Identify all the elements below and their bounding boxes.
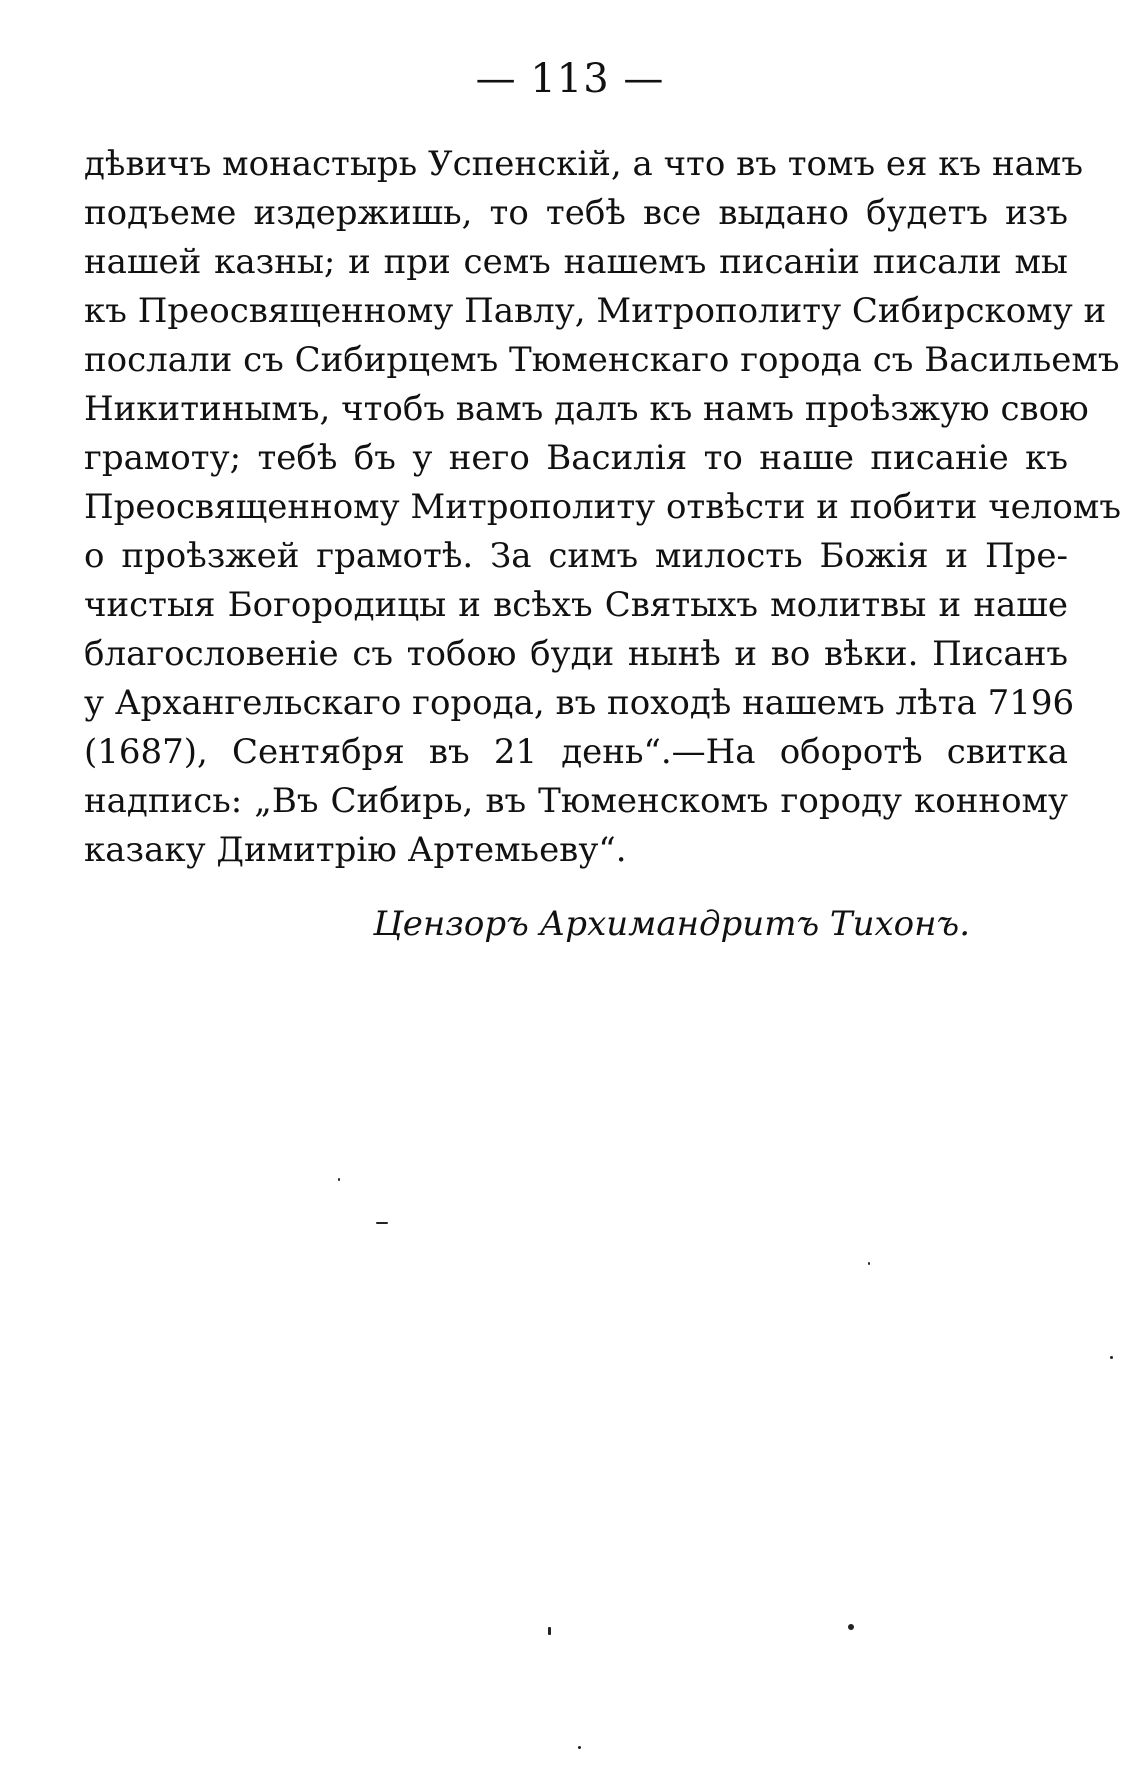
- text-line: нашей казны; и при семъ нашемъ писаніи писали мы: [84, 242, 1068, 282]
- scan-speck: [548, 1627, 551, 1635]
- text-line: (1687), Сентября въ 21 день“.—На оборотѣ свитка: [84, 732, 1068, 772]
- text-line: грамоту; тебѣ бъ у него Василія то наше писаніе къ: [84, 438, 1068, 478]
- text-line: Преосвященному Митрополиту отвѣсти и побити челомъ: [84, 487, 1121, 527]
- scan-speck: [1110, 1356, 1113, 1359]
- scan-speck: [376, 1222, 388, 1224]
- text-line: подъеме издержишь, то тебѣ все выдано будетъ изъ: [84, 193, 1068, 233]
- text-line: дѣвичъ монастырь Успенскій, а что въ томъ ея къ намъ: [84, 144, 1083, 184]
- text-line: у Архангельскаго города, въ походѣ нашемъ лѣта 7196: [84, 683, 1075, 723]
- scan-speck: [338, 1178, 340, 1181]
- body-text: [84, 140, 1121, 875]
- text-line: благословеніе съ тобою буди нынѣ и во вѣки. Писанъ: [84, 634, 1068, 674]
- text-line: послали съ Сибирцемъ Тюменскаго города съ Васильемъ: [84, 340, 1120, 380]
- scan-speck: [578, 1746, 581, 1749]
- censor-signature: Цензоръ Архимандритъ Тихонъ.: [373, 904, 970, 944]
- text-line: Никитинымъ, чтобъ вамъ далъ къ намъ проѣзжую свою: [84, 389, 1089, 429]
- text-line: о проѣзжей грамотѣ. За симъ милость Божія и Пре-: [84, 536, 1068, 576]
- scan-speck: [868, 1262, 870, 1265]
- page-number: — 113 —: [475, 56, 665, 102]
- text-line: надпись: „Въ Сибирь, въ Тюменскомъ городу конному: [84, 781, 1068, 821]
- text-line: къ Преосвященному Павлу, Митрополиту Сибирскому и: [84, 291, 1107, 331]
- scan-speck: [848, 1624, 854, 1630]
- text-line-last: казаку Димитрію Артемьеву“.: [84, 830, 627, 870]
- text-line: чистыя Богородицы и всѣхъ Святыхъ молитвы и наше: [84, 585, 1068, 625]
